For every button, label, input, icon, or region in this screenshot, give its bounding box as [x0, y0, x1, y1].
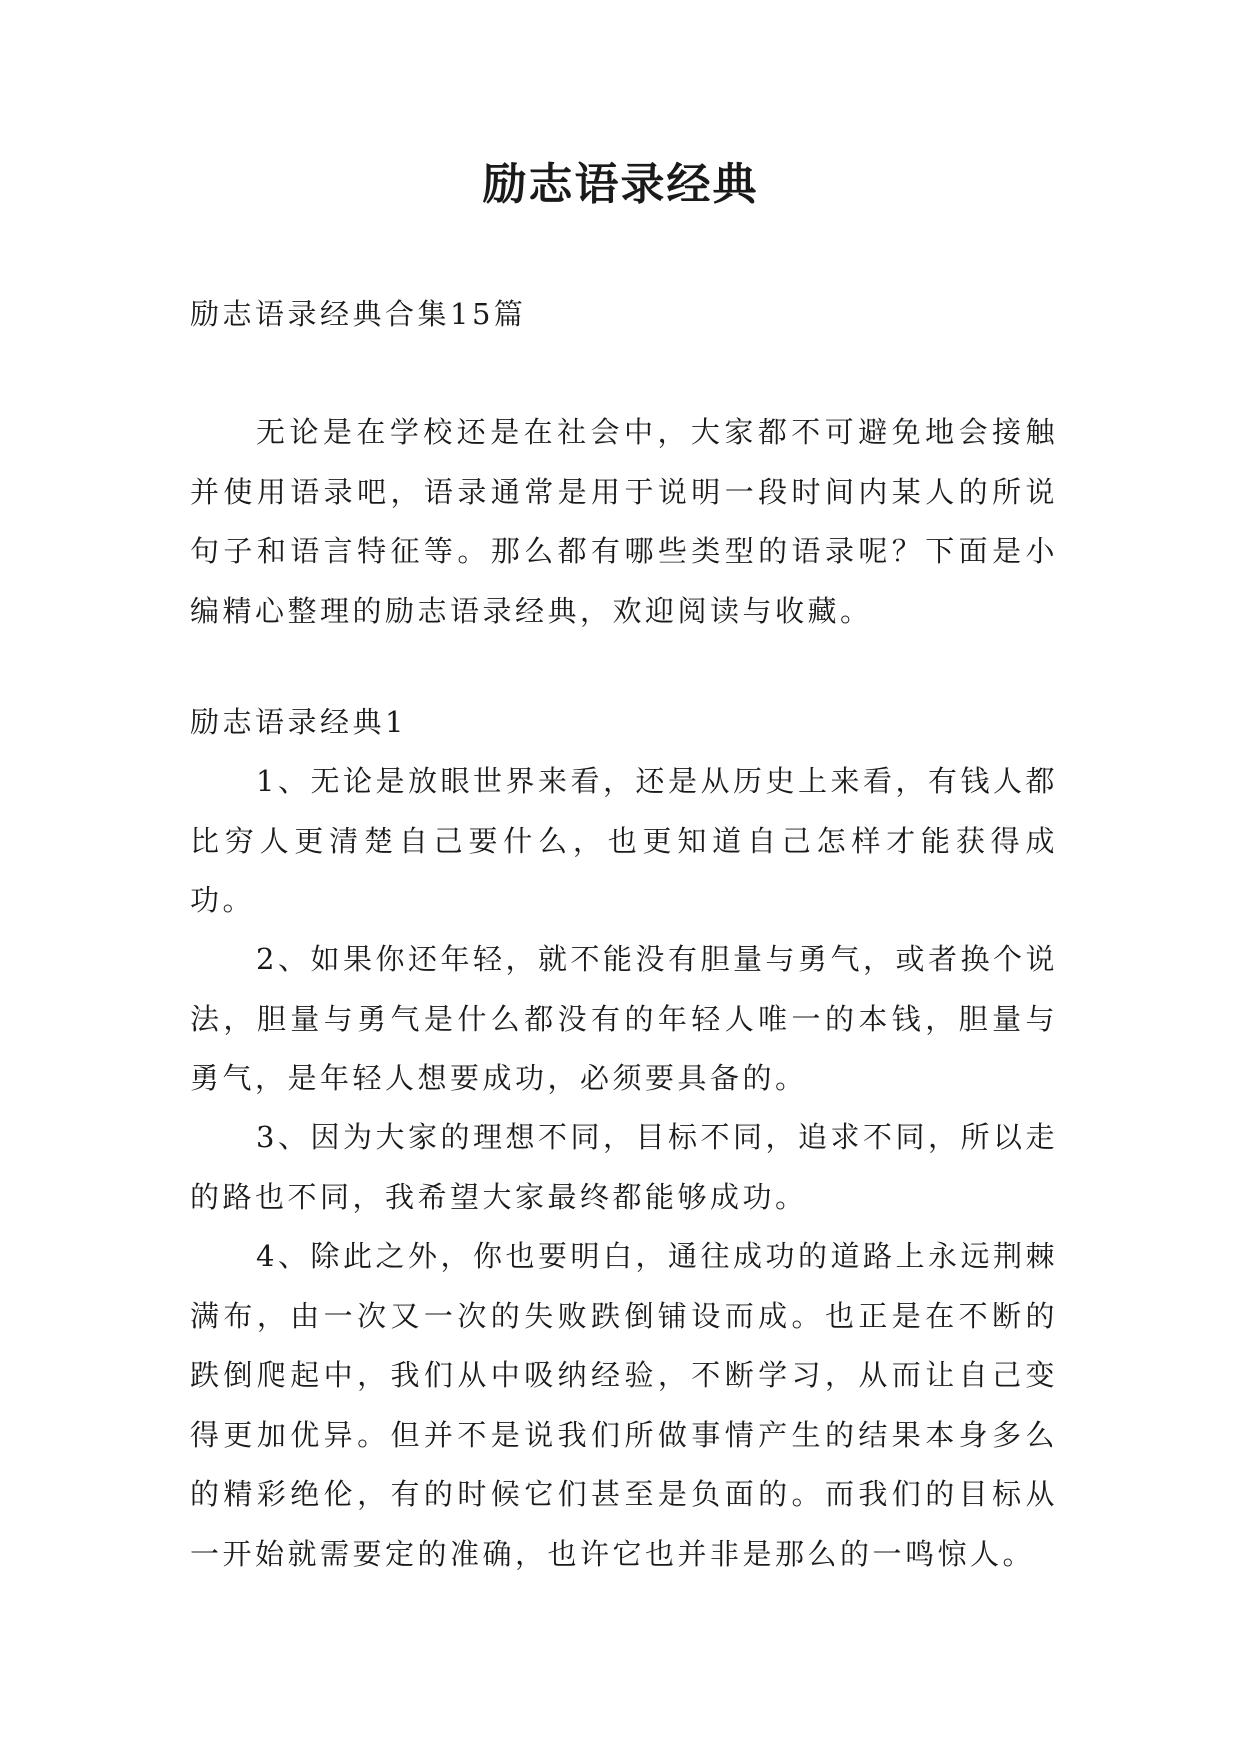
quote-item-1: 1、无论是放眼世界来看，还是从历史上来看，有钱人都比穷人更清楚自己要什么，也更知道自己怎样才能获得成功。	[190, 764, 1058, 917]
quote-item-4: 4、除此之外，你也要明白，通往成功的道路上永远荆棘满布，由一次又一次的失败跌倒铺设而成。也正是在不断的跌倒爬起中，我们从中吸纳经验，不断学习，从而让自己变得更加优异。但并不是说我们所做事情产生的结果本身多么的精彩绝伦，有的时候它们甚至是负面的。而我们的目标从一开始就需要定的准确，也许它也并非是那么的一鸣惊人。	[190, 1239, 1058, 1571]
document-title: 励志语录经典	[482, 159, 759, 210]
quote-item-3: 3、因为大家的理想不同，目标不同，追求不同，所以走的路也不同，我希望大家最终都能够成功。	[190, 1120, 1058, 1214]
intro-paragraph: 无论是在学校还是在社会中，大家都不可避免地会接触并使用语录吧，语录通常是用于说明一段时间内某人的所说句子和语言特征等。那么都有哪些类型的语录呢？下面是小编精心整理的励志语录经典，欢迎阅读与收藏。	[190, 415, 1058, 628]
quote-item-2: 2、如果你还年轻，就不能没有胆量与勇气，或者换个说法，胆量与勇气是什么都没有的年轻人唯一的本钱，胆量与勇气，是年轻人想要成功，必须要具备的。	[190, 942, 1058, 1095]
document-subtitle: 励志语录经典合集15篇	[190, 297, 527, 331]
section-heading: 励志语录经典1	[190, 705, 407, 739]
